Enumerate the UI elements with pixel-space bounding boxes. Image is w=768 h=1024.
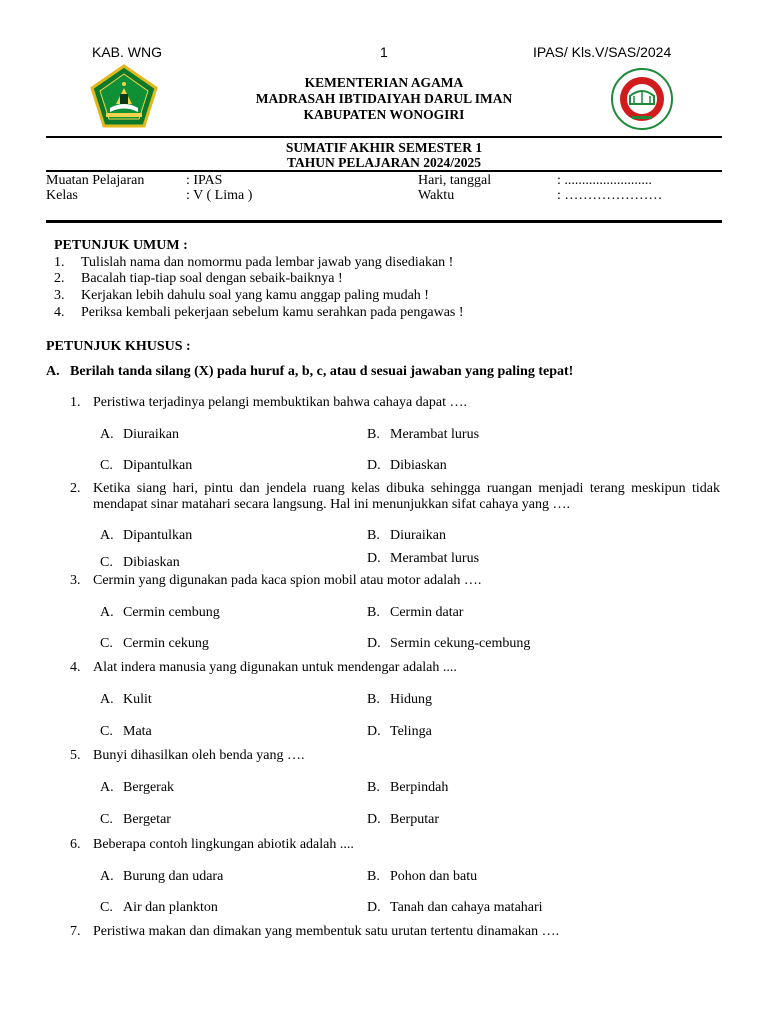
option-text: Tanah dan cahaya matahari (390, 900, 543, 915)
option-letter: A. (100, 780, 114, 795)
option-letter: D. (367, 458, 381, 473)
question-text: Alat indera manusia yang digunakan untuk mendengar adalah .... (93, 660, 457, 675)
question-number: 6. (70, 837, 81, 852)
option-text: Berpindah (390, 780, 449, 795)
general-item-text: Tulislah nama dan nomormu pada lembar jawab yang disediakan ! (81, 255, 454, 270)
question-text: Cermin yang digunakan pada kaca spion mobil atau motor adalah …. (93, 573, 482, 588)
option-letter: B. (367, 605, 380, 620)
option-text: Burung dan udara (123, 869, 224, 884)
general-item-num: 1. (54, 255, 65, 270)
option-text: Merambat lurus (390, 551, 480, 566)
option-text: Kulit (123, 692, 152, 707)
option-text: Cermin datar (390, 605, 464, 620)
general-item-text: Kerjakan lebih dahulu soal yang kamu anggap paling mudah ! (81, 288, 429, 303)
general-item-text: Periksa kembali pekerjaan sebelum kamu serahkan pada pengawas ! (81, 305, 464, 320)
question-number: 2. (70, 481, 81, 496)
subject-value: : IPAS (186, 173, 223, 188)
option-letter: B. (367, 528, 380, 543)
letterhead-line1: KEMENTERIAN AGAMA (304, 75, 464, 90)
option-text: Diuraikan (123, 427, 179, 442)
option-letter: D. (367, 812, 381, 827)
exam-year: TAHUN PELAJARAN 2024/2025 (286, 155, 481, 170)
option-letter: C. (100, 458, 113, 473)
option-letter: B. (367, 869, 380, 884)
header-right: IPAS/ Kls.V/SAS/2024 (533, 44, 672, 60)
option-text: Diuraikan (390, 528, 446, 543)
option-letter: D. (367, 900, 381, 915)
general-item-text: Bacalah tiap-tiap soal dengan sebaik-baiknya ! (81, 271, 343, 286)
option-text: Sermin cekung-cembung (390, 636, 531, 651)
general-item-num: 4. (54, 305, 65, 320)
general-heading: PETUNJUK UMUM : (54, 238, 188, 253)
section-letter: A. (46, 364, 60, 379)
option-letter: C. (100, 555, 113, 570)
class-label: Kelas (46, 188, 78, 203)
option-letter: B. (367, 780, 380, 795)
question-text: Peristiwa makan dan dimakan yang membentuk satu urutan tertentu dinamakan …. (93, 924, 560, 939)
option-letter: A. (100, 692, 114, 707)
question-number: 4. (70, 660, 81, 675)
option-text: Cermin cekung (123, 636, 209, 651)
option-letter: B. (367, 427, 380, 442)
question-text: Peristiwa terjadinya pelangi membuktikan bahwa cahaya dapat …. (93, 395, 467, 410)
header-left: KAB. WNG (92, 44, 163, 60)
option-letter: A. (100, 427, 114, 442)
option-text: Mata (123, 724, 152, 739)
question-text: Bunyi dihasilkan oleh benda yang …. (93, 748, 305, 763)
letterhead-rule (46, 136, 722, 138)
option-text: Berputar (390, 812, 439, 827)
question-number: 3. (70, 573, 81, 588)
option-text: Telinga (390, 724, 432, 739)
madrasah-logo (610, 68, 674, 130)
option-letter: B. (367, 692, 380, 707)
question-text: Beberapa contoh lingkungan abiotik adalah .... (93, 837, 354, 852)
day-value: : ......................... (557, 173, 652, 188)
option-text: Air dan plankton (123, 900, 218, 915)
time-label: Waktu (418, 188, 455, 203)
option-text: Pohon dan batu (390, 869, 478, 884)
page-number: 1 (380, 44, 388, 60)
option-letter: C. (100, 636, 113, 651)
title-rule (46, 170, 722, 172)
specific-heading: PETUNJUK KHUSUS : (46, 339, 191, 354)
general-item-num: 2. (54, 271, 65, 286)
kemenag-logo (90, 64, 158, 128)
question-number: 7. (70, 924, 81, 939)
section-instruction: Berilah tanda silang (X) pada huruf a, b, c, atau d sesuai jawaban yang paling tepat! (70, 364, 574, 379)
class-value: : V ( Lima ) (186, 188, 253, 203)
letterhead-line3: KABUPATEN WONOGIRI (303, 107, 465, 122)
option-letter: D. (367, 551, 381, 566)
option-letter: D. (367, 636, 381, 651)
option-text: Cermin cembung (123, 605, 220, 620)
option-letter: C. (100, 724, 113, 739)
option-text: Dipantulkan (123, 458, 193, 473)
option-text: Dibiaskan (123, 555, 180, 570)
option-text: Hidung (390, 692, 432, 707)
general-item-num: 3. (54, 288, 65, 303)
question-text: Ketika siang hari, pintu dan jendela ruang kelas dibuka sehingga ruangan menjadi terang meskipun tidak mendapat sinar matahari secara langsung. Hal ini menunjukkan sifat cahaya yang …. (93, 481, 720, 512)
option-text: Bergetar (123, 812, 171, 827)
question-number: 1. (70, 395, 81, 410)
info-rule (46, 220, 722, 223)
option-letter: A. (100, 605, 114, 620)
option-letter: C. (100, 812, 113, 827)
option-letter: A. (100, 869, 114, 884)
letterhead-line2: MADRASAH IBTIDAIYAH DARUL IMAN (255, 91, 513, 106)
option-letter: A. (100, 528, 114, 543)
question-number: 5. (70, 748, 81, 763)
option-text: Dipantulkan (123, 528, 193, 543)
option-text: Dibiaskan (390, 458, 447, 473)
day-label: Hari, tanggal (418, 173, 492, 188)
time-value: : ………………… (557, 188, 663, 203)
option-text: Bergerak (123, 780, 175, 795)
option-text: Merambat lurus (390, 427, 480, 442)
exam-title: SUMATIF AKHIR SEMESTER 1 (285, 140, 483, 155)
option-letter: C. (100, 900, 113, 915)
option-letter: D. (367, 724, 381, 739)
subject-label: Muatan Pelajaran (46, 173, 145, 188)
